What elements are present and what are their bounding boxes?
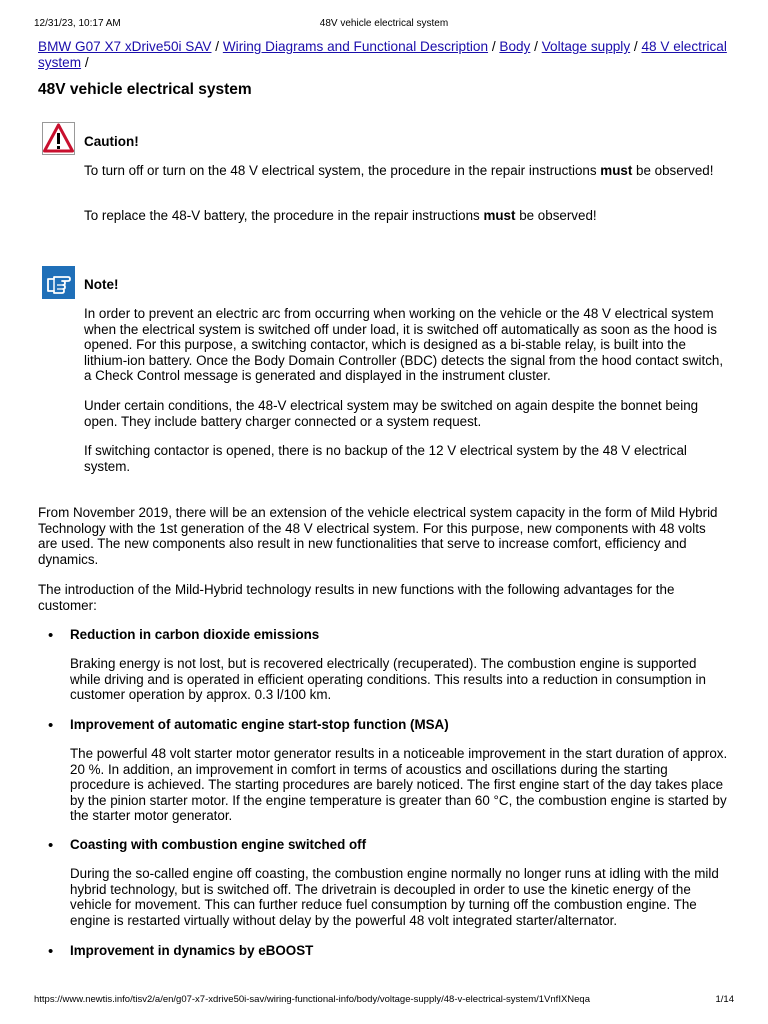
print-timestamp: 12/31/23, 10:17 AM (34, 18, 121, 29)
advantage-title-msa: Improvement of automatic engine start-stop function (MSA) (70, 717, 449, 732)
breadcrumb-separator: / (491, 39, 496, 54)
breadcrumb (38, 39, 728, 71)
print-title: 48V vehicle electrical system (319, 18, 449, 29)
note-heading: Note! (84, 277, 119, 292)
advantage-title-eboost: Improvement in dynamics by eBOOST (70, 943, 314, 958)
intro-paragraph-2: The introduction of the Mild-Hybrid technology results in new functions with the following advantages for the customer: (38, 582, 675, 613)
note-text-2: Under certain conditions, the 48-V electrical system may be switched on again despite the bonnet being open. They include battery charger connected or a system request. (84, 398, 699, 429)
breadcrumb-separator: / (534, 39, 538, 54)
caution-text-2: To replace the 48-V battery, the procedure in the repair instructions must be observed! (84, 208, 597, 223)
bullet-icon: • (48, 837, 54, 854)
print-url: https://www.newtis.info/tisv2/a/en/g07-x7-xdrive50i-sav/wiring-functional-info/body/voltage-supply/48-v-electrical-system/1VnfIXNeqa (34, 994, 591, 1005)
breadcrumb-link-body[interactable]: Body (499, 39, 531, 54)
print-header (34, 18, 734, 32)
page-number: 1/14 (715, 994, 734, 1005)
intro-paragraph-1: From November 2019, there will be an extension of the vehicle electrical system capacity in the form of Mild Hybrid Technology with the 1st generation of the 48 V electrical system. For this purpose, new components with 48 volts are used. The new components also result in new functionalities that serve to increase comfort, efficiency and dynamics. (38, 505, 718, 567)
breadcrumb-separator: / (215, 39, 220, 54)
caution-text-1: To turn off or turn on the 48 V electrical system, the procedure in the repair instructions must be observed! (84, 163, 714, 178)
advantage-title-coasting: Coasting with combustion engine switched off (70, 837, 367, 852)
note-text-3: If switching contactor is opened, there is no backup of the 12 V electrical system by the 48 V electrical system. (84, 443, 687, 474)
breadcrumb-separator: / (84, 55, 89, 70)
bullet-icon: • (48, 943, 54, 960)
warning-triangle-icon (42, 122, 75, 155)
breadcrumb-separator: / (633, 39, 638, 54)
advantage-body-co2: Braking energy is not lost, but is recovered electrically (recuperated). The combustion engine is supported while driving and is operated in efficient operating conditions. This results into a reduction in consumption in customer operation by approx. 0.3 l/100 km. (70, 656, 706, 703)
note-text-1: In order to prevent an electric arc from occurring when working on the vehicle or the 48 V electrical system when the electrical system is switched off under load, it is switched off automatically as soon as the hood is opened. For this purpose, a switching contactor, which is designed as a bi-stable relay, is built into the lithium-ion battery. Once the Body Domain Controller (BDC) detects the signal from the hood contact switch, a Check Control message is generated and displayed in the instrument cluster. (84, 306, 724, 384)
advantage-title-co2: Reduction in carbon dioxide emissions (70, 627, 320, 642)
bullet-icon: • (48, 627, 54, 644)
advantage-body-msa: The powerful 48 volt starter motor generator results in a noticeable improvement in the start duration of approx. 20 %. In addition, an improvement in comfort in terms of acoustics and oscillations during the starting procedure is achieved. The starting procedures are barely noticed. The first engine start of the day takes place by the pinion starter motor. If the engine temperature is greater than 60 °C, the combustion engine is started by the starter motor generator. (70, 746, 728, 824)
caution-heading: Caution! (84, 134, 139, 149)
breadcrumb-link-voltage-supply[interactable]: Voltage supply (541, 39, 631, 54)
breadcrumb-link-model[interactable]: BMW G07 X7 xDrive50i SAV (38, 39, 212, 54)
print-footer (34, 994, 734, 1008)
advantage-body-coasting: During the so-called engine off coasting, the combustion engine normally no longer runs at idling with the mild hybrid technology, but is switched off. The drivetrain is decoupled in order to use the kinetic energy of the vehicle for movement. This can further reduce fuel consumption by turning off the combustion engine. The engine is restarted virtually without delay by the powerful 48 volt integrated starter/alternator. (70, 866, 719, 928)
bullet-icon: • (48, 717, 54, 734)
page-title: 48V vehicle electrical system (38, 81, 252, 98)
breadcrumb-link-wiring-diagrams[interactable]: Wiring Diagrams and Functional Description (222, 39, 489, 54)
breadcrumb-link-48v-system[interactable]: 48 V electrical system (38, 39, 727, 70)
pointing-hand-note-icon (42, 266, 75, 299)
